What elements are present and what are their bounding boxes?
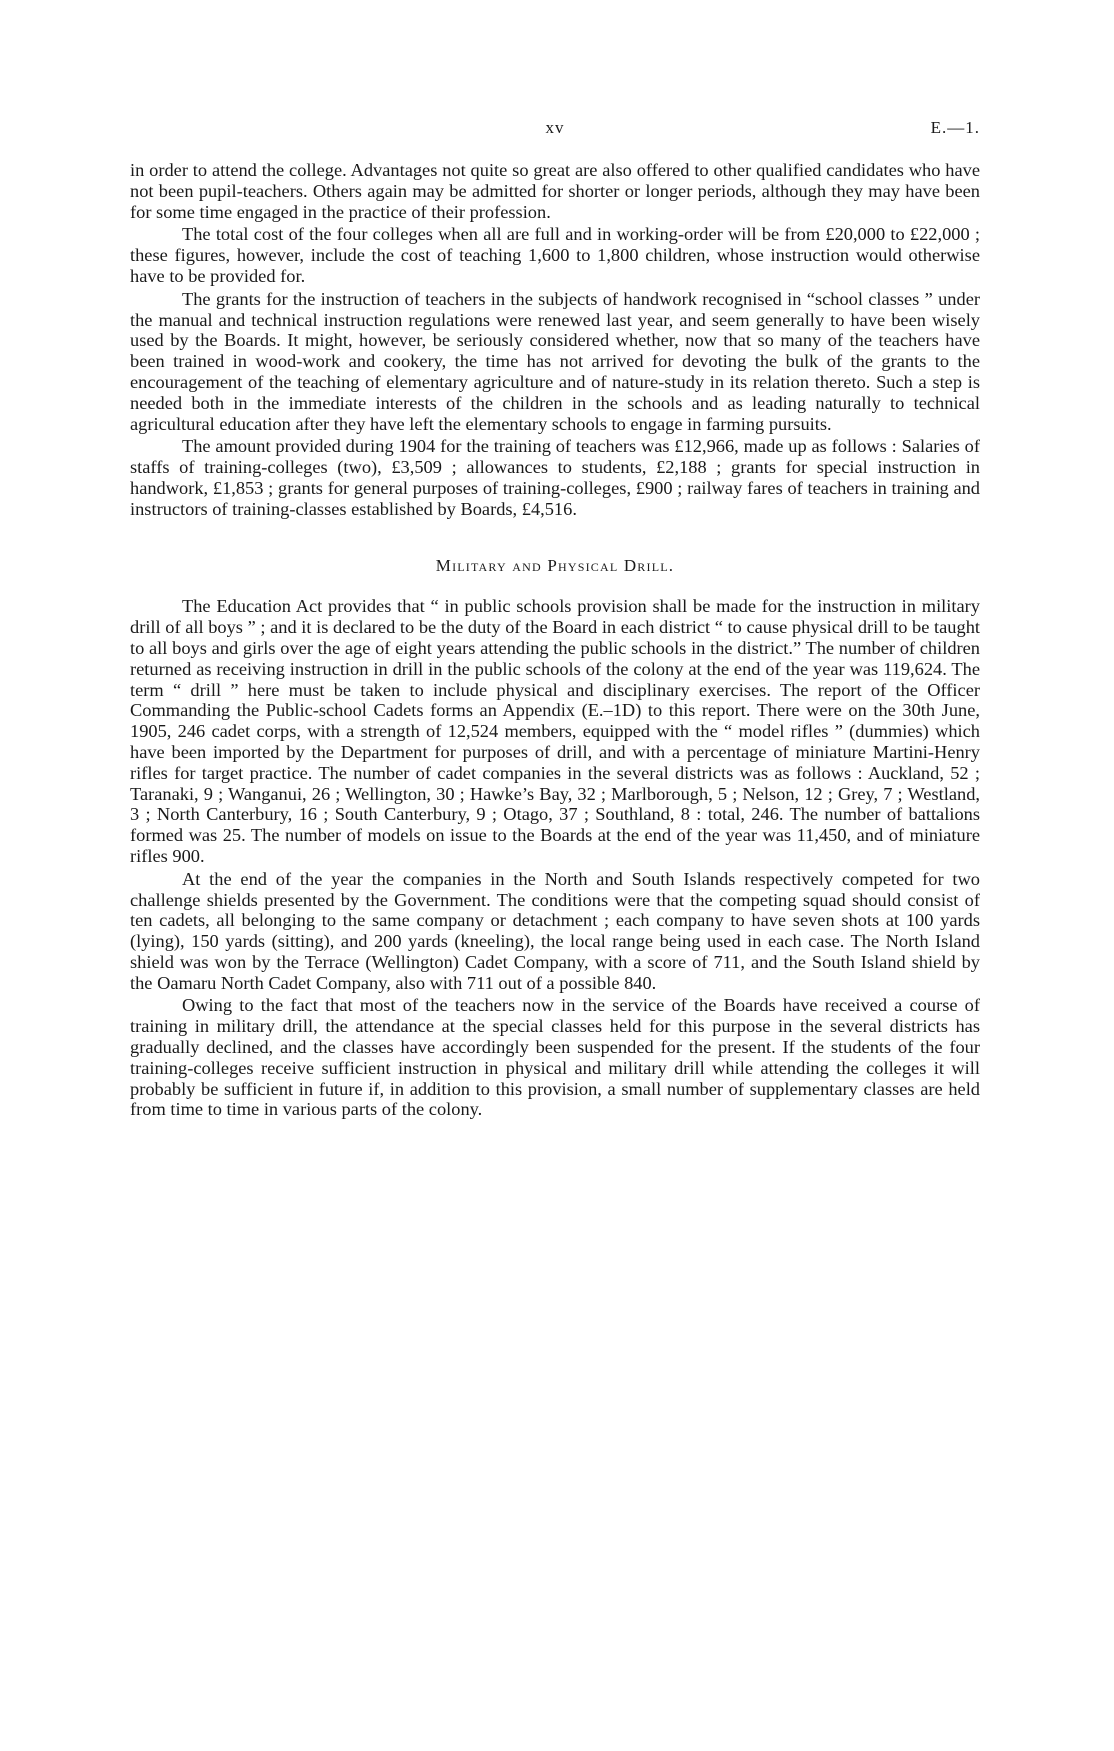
paragraph-continuation: in order to attend the college. Advantages not quite so great are also offered to other qualified candidates who have not been pupil-teachers. Others again may be admitted for shorter or longer periods, although they may have been for some time engaged in the practice of their profession. bbox=[130, 160, 980, 222]
paragraph-challenge-shields: At the end of the year the companies in the North and South Islands respectively competed for two challenge shields presented by the Government. The conditions were that the competing squad should consist of ten cadets, all belonging to the same company or detachment ; each company to have seven shots at 100 yards (lying), 150 yards (sitting), and 200 yards (kneeling), the local range being used in each case. The North Island shield was won by the Terrace (Wellington) Cadet Company, with a score of 711, and the South Island shield by the Oamaru North Cadet Company, also with 711 out of a possible 840. bbox=[130, 868, 980, 993]
paragraph-drill-classes: Owing to the fact that most of the teachers now in the service of the Boards have received a course of training in military drill, the attendance at the special classes held for this purpose in the several districts has gradually declined, and the classes have accordingly been suspended for the present. If the students of the four training-colleges receive sufficient instruction in physical and military drill while attending the colleges it will probably be sufficient in future if, in addition to this provision, a small number of supplementary classes are held from time to time in various parts of the colony. bbox=[130, 995, 980, 1120]
page-number: xv bbox=[545, 118, 565, 137]
paragraph-total-cost: The total cost of the four colleges when all are full and in working-order will be from £20,000 to £22,000 ; these figures, however, include the cost of teaching 1,600 to 1,800 children, whose instruction would otherwise have to be provided for. bbox=[130, 224, 980, 286]
paragraph-handwork-grants: The grants for the instruction of teachers in the subjects of handwork recognised in “school classes ” under the manual and technical instruction regulations were renewed last year, and seem generally to have been wisely used by the Boards. It might, however, be seriously considered whether, now that so many of the teachers have been trained in wood-work and cookery, the time has not arrived for devoting the bulk of the grants to the encouragement of the teaching of elementary agriculture and of nature-study in its relation thereto. Such a step is needed both in the immediate interests of the children in the schools and as leading naturally to technical agricultural education after they have left the elementary schools to engage in farming pursuits. bbox=[130, 288, 980, 434]
document-reference: E.—1. bbox=[930, 118, 980, 137]
section-heading-military-drill: Military and Physical Drill. bbox=[435, 555, 675, 575]
paragraph-education-act: The Education Act provides that “ in public schools provision shall be made for the instruction in military drill of all boys ” ; and it is declared to be the duty of the Board in each district “ to cause physical drill to be taught to all boys and girls over the age of eight years attending the public schools in the district.” The number of children returned as receiving instruction in drill in the public schools of the colony at the end of the year was 119,624. The term “ drill ” here must be taken to include physical and disciplinary exercises. The report of the Officer Commanding the Public-school Cadets forms an Appendix (E.–1D) to this report. There were on the 30th June, 1905, 246 cadet corps, with a strength of 12,524 members, equipped with the “ model rifles ” (dummies) which have been imported by the Department for purposes of drill, and with a percentage of miniature Martini-Henry rifles for target practice. The number of cadet companies in the several districts was as follows : Auckland, 52 ; Taranaki, 9 ; Wanganui, 26 ; Wellington, 30 ; Hawke’s Bay, 32 ; Marlborough, 5 ; Nelson, 12 ; Grey, 7 ; Westland, 3 ; North Canterbury, 16 ; South Canterbury, 9 ; Otago, 37 ; Southland, 8 : total, 246. The number of battalions formed was 25. The number of models on issue to the Boards at the end of the year was 11,450, and of miniature rifles 900. bbox=[130, 596, 980, 866]
body-text bbox=[130, 160, 980, 1120]
running-header bbox=[130, 118, 980, 144]
paragraph-training-amount: The amount provided during 1904 for the training of teachers was £12,966, made up as follows : Salaries of staffs of training-colleges (two), £3,509 ; allowances to students, £2,188 ; grants for special instruction in handwork, £1,853 ; grants for general purposes of training-colleges, £900 ; railway fares of teachers in training and instructors of training-classes established by Boards, £4,516. bbox=[130, 436, 980, 519]
